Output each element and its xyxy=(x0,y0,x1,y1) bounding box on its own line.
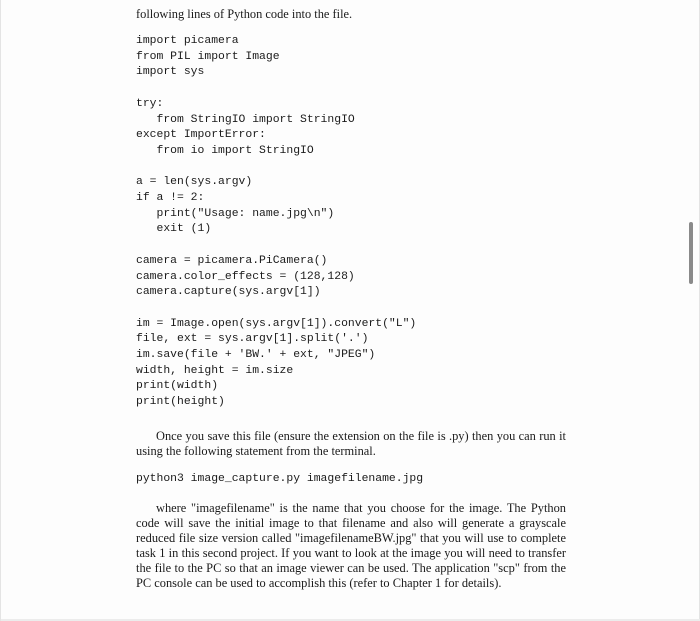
scrollbar[interactable] xyxy=(687,0,695,621)
python-code-block: import picamera from PIL import Image import sys try: from StringIO import StringIO except ImportError: from io import StringIO a = len(sys.argv) if a != 2: print("Usage: name.jpg\n") exit (1) camera = picamera.PiCamera() camera.color_effects = (128,128) camera.capture(sys.argv[1]) im = Image.open(sys.argv[1]).convert("L") file, ext = sys.argv[1].split('.') im.save(file + 'BW.' + ext, "JPEG") width, height = im.size print(width) print(height) xyxy=(136,35,417,409)
explanation-paragraph: where "imagefilename" is the name that you choose for the image. The Python code will save the initial image to that filename and also will generate a grayscale reduced file size version called "imagefilenameBW.jpg" that you will use to complete task 1 in this second project. If you want to look at the image you will need to transfer the file to the PC so that an image viewer can be used. The application "scp" from the PC console can be used to accomplish this (refer to Chapter 1 for details). xyxy=(136,501,566,590)
scrollbar-thumb[interactable] xyxy=(689,222,693,284)
intro-text: following lines of Python code into the file. xyxy=(136,7,353,21)
terminal-command: python3 image_capture.py imagefilename.jpg xyxy=(136,473,424,485)
run-instructions-paragraph: Once you save this file (ensure the extension on the file is .py) then you can run it using the following statement from the terminal. xyxy=(136,429,566,458)
